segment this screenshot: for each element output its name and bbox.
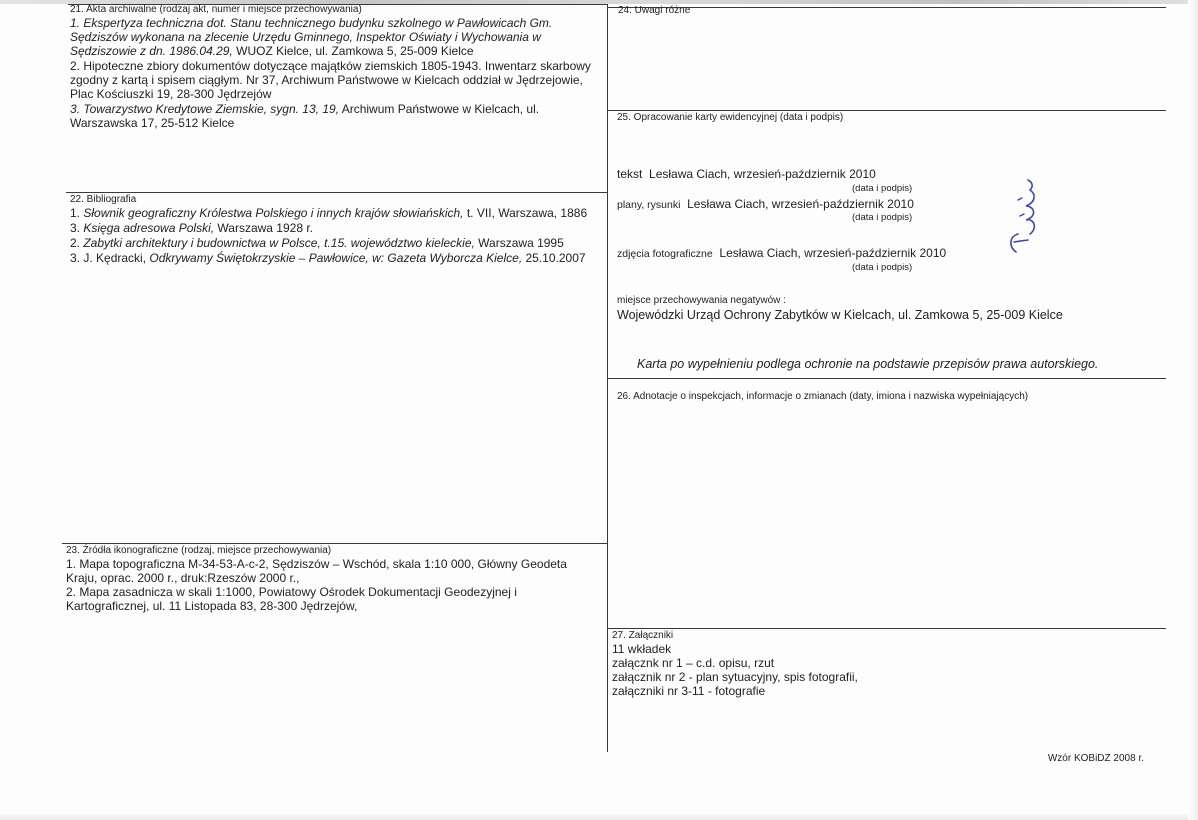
prep-row-value: Lesława Ciach, wrzesień-październik 2010	[649, 167, 876, 181]
negatives-label: miejsce przechowywania negatywów :	[617, 295, 786, 306]
section-27-heading: 27. Załączniki	[612, 630, 674, 641]
section-21-heading: 21. Akta archiwalne (rodzaj akt, numer i miejsce przechowywania)	[70, 4, 362, 15]
archival-file-title: 1. Ekspertyza techniczna dot. Stanu technicznego budynku szkolnego w Pawłowicach Gm. Sędziszów wykonana na zlecenie Urzędu Gminnego, Inspektor Oświaty i Wychowania w Sędziszowie z dn. 1986.04.29,	[70, 16, 553, 58]
bibliography-title: Słownik geograficzny Królestwa Polskiego i innych krajów słowiańskich,	[83, 206, 464, 220]
bibliography-details: 25.10.2007	[522, 251, 586, 265]
handwritten-signature	[1004, 176, 1052, 256]
prep-row-value: Lesława Ciach, wrzesień-październik 2010	[719, 246, 947, 260]
scan-bottom-edge	[0, 812, 1198, 820]
prep-row-label: tekst	[617, 167, 643, 181]
bibliography-details: t. VII, Warszawa, 1886	[463, 206, 588, 220]
bibliography-title: Odkrywamy Świętokrzyskie – Pawłowice, w: Gazeta Wyborcza Kielce,	[149, 251, 523, 265]
section-21-archival-files	[70, 4, 606, 131]
prep-row-value: Lesława Ciach, wrzesień-październik 2010	[687, 197, 914, 211]
bibliography-item	[70, 221, 606, 235]
date-sign-note: (data i podpis)	[852, 183, 913, 194]
rule-s26-top	[608, 378, 1166, 379]
prep-row-label: zdjęcia fotograficzne	[617, 248, 713, 260]
bibliography-prefix: 3.	[70, 221, 84, 235]
archival-file-item	[70, 59, 606, 101]
section-22-bibliography	[70, 194, 606, 266]
iconographic-source-item: 1. Mapa topograficzna M-34-53-A-c-2, Sędziszów – Wschód, skala 1:10 000, Główny Geodeta Kraju, oprac. 2000 r., druk:Rzeszów 2000 r.,	[66, 557, 567, 585]
bibliography-details: Warszawa 1928 r.	[214, 221, 314, 235]
prep-row-text	[617, 167, 876, 181]
bibliography-prefix: 2.	[70, 236, 84, 250]
attachment-item: 11 wkładek	[612, 642, 672, 656]
bibliography-list	[70, 206, 606, 265]
bibliography-title: Księga adresowa Polski,	[83, 221, 215, 235]
section-25-heading: 25. Opracowanie karty ewidencyjnej (data i podpis)	[617, 112, 844, 123]
date-sign-note: (data i podpis)	[852, 262, 913, 273]
section-24-heading: 24. Uwagi różne	[618, 5, 691, 16]
bibliography-prefix: 3. J. Kędracki,	[70, 251, 150, 265]
archival-file-location: WUOZ Kielce, ul. Zamkowa 5, 25-009 Kielce	[232, 44, 474, 58]
prep-row-label: plany, rysunki	[617, 199, 681, 211]
rule-s22-top	[66, 192, 608, 193]
section-25-card-preparation	[617, 112, 1162, 124]
attachment-item: załączniki nr 3-11 - fotografie	[612, 684, 766, 698]
section-23-iconographic-sources	[66, 545, 596, 613]
bibliography-details: Warszawa 1995	[474, 236, 564, 250]
bibliography-item	[70, 206, 606, 220]
bibliography-item	[70, 236, 606, 250]
date-sign-note: (data i podpis)	[852, 212, 913, 223]
scan-right-edge	[1188, 0, 1198, 820]
prep-row-drawings	[617, 197, 914, 212]
archival-file-item	[70, 102, 606, 130]
rule-s27-top	[608, 628, 1166, 629]
archival-files-list	[70, 16, 606, 130]
form-template-footer: Wzór KOBiDZ 2008 r.	[1047, 753, 1144, 764]
copyright-note: Karta po wypełnieniu podlega ochronie na podstawie przepisów prawa autorskiego.	[637, 357, 1099, 371]
section-22-heading: 22. Bibliografia	[70, 194, 137, 205]
attachment-item: załącznk nr 1 – c.d. opisu, rzut	[612, 656, 775, 670]
archival-file-location: Archiwum Państwowe w Kielcach, ul. Warszawska 17, 25-512 Kielce	[70, 102, 540, 130]
rule-s23-top	[62, 543, 608, 544]
attachment-item: załącznik nr 2 - plan sytuacyjny, spis fotografii,	[612, 670, 858, 684]
archival-file-item	[70, 16, 606, 58]
archival-file-title: 3. Towarzystwo Kredytowe Ziemskie, sygn. 13, 19,	[70, 102, 340, 116]
bibliography-item	[70, 251, 606, 265]
archival-file-location: 2. Hipoteczne zbiory dokumentów dotyczące majątków ziemskich 1805-1943. Inwentarz skarbowy zgodny z kartą i spisem ciągłym. Nr 37, Archiwum Państwowe w Kielcach oddział w Jędrzejowie, Plac Kościuszki 19, 28-300 Jędrzejów	[70, 59, 591, 101]
section-26-annotations	[617, 391, 1162, 403]
bibliography-prefix: 1.	[70, 206, 84, 220]
bibliography-title: Zabytki architektury i budownictwa w Polsce, t.15. województwo kieleckie,	[83, 236, 475, 250]
rule-s25-top	[608, 110, 1166, 111]
iconographic-source-item: 2. Mapa zasadnicza w skali 1:1000, Powiatowy Ośrodek Dokumentacji Geodezyjnej i Kartograficznej, ul. 11 Listopada 83, 28-300 Jędrzejów,	[66, 585, 517, 613]
section-23-heading: 23. Źródła ikonograficzne (rodzaj, miejsce przechowywania)	[66, 545, 332, 556]
section-27-attachments	[612, 630, 1162, 698]
section-26-heading: 26. Adnotacje o inspekcjach, informacje o zmianach (daty, imiona i nazwiska wypełniających)	[617, 391, 1029, 402]
section-24-remarks	[618, 5, 1158, 17]
prep-row-photos	[617, 246, 946, 261]
negatives-location: Wojewódzki Urząd Ochrony Zabytków w Kielcach, ul. Zamkowa 5, 25-009 Kielce	[617, 308, 1063, 322]
